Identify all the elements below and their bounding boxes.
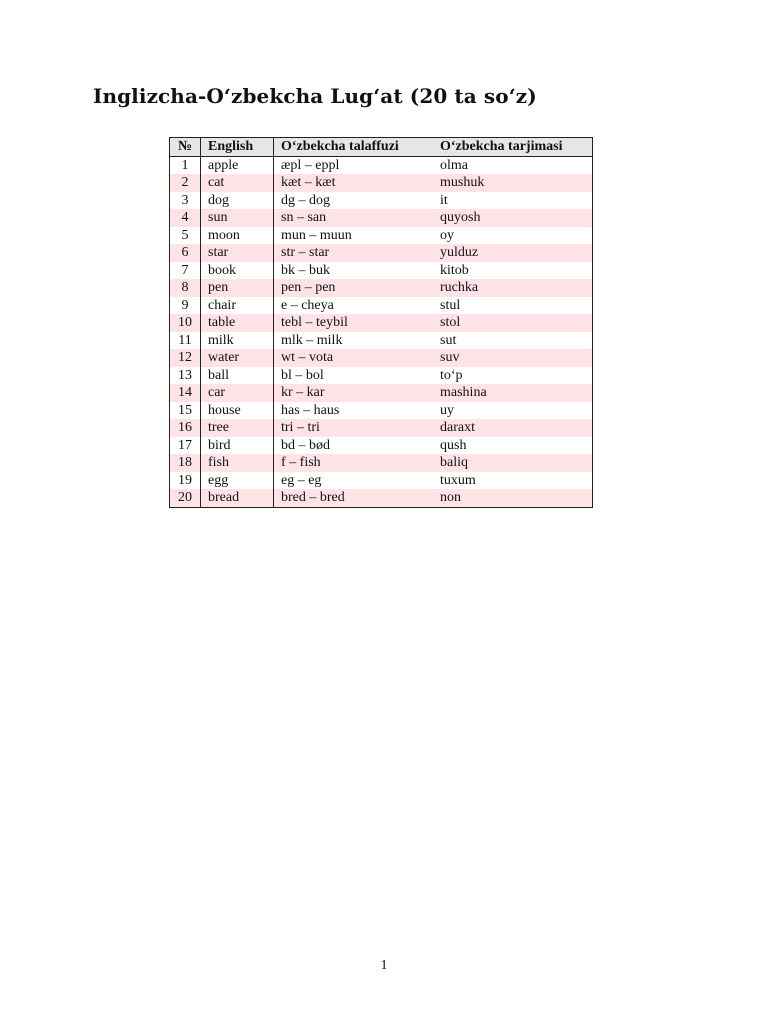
translation: mashina bbox=[433, 384, 593, 402]
english-word: fish bbox=[201, 454, 274, 472]
pronunciation: bl – bol bbox=[281, 367, 324, 383]
row-number: 17 bbox=[170, 437, 201, 455]
english-word: bread bbox=[201, 489, 274, 507]
english-word: tree bbox=[201, 419, 274, 437]
translation: kitob bbox=[433, 262, 593, 280]
translation: mushuk bbox=[433, 174, 593, 192]
table-row bbox=[170, 367, 593, 385]
translation: non bbox=[433, 489, 593, 507]
table-row bbox=[170, 332, 593, 350]
english-word: cat bbox=[201, 174, 274, 192]
english-word: star bbox=[201, 244, 274, 262]
row-number: 4 bbox=[170, 209, 201, 227]
row-number: 19 bbox=[170, 472, 201, 490]
english-word: pen bbox=[201, 279, 274, 297]
row-number: 15 bbox=[170, 402, 201, 420]
translation: ruchka bbox=[433, 279, 593, 297]
row-number: 11 bbox=[170, 332, 201, 350]
header-translation: O‘zbekcha tarjimasi bbox=[433, 138, 593, 157]
pronunciation: f – fish bbox=[274, 454, 434, 472]
pronunciation: pen – pen bbox=[274, 279, 434, 297]
english-word: moon bbox=[201, 227, 274, 245]
table-row bbox=[170, 402, 593, 420]
pronunciation: bk – buk bbox=[281, 262, 330, 278]
table-row bbox=[170, 314, 593, 332]
translation: qush bbox=[433, 437, 593, 455]
table-row bbox=[170, 454, 593, 472]
translation: baliq bbox=[433, 454, 593, 472]
english-word: ball bbox=[201, 367, 274, 385]
pronunciation: str – star bbox=[274, 244, 434, 262]
table-row bbox=[170, 489, 593, 507]
translation: suv bbox=[433, 349, 593, 367]
row-number: 12 bbox=[170, 349, 201, 367]
header-number: № bbox=[170, 138, 201, 157]
english-word: table bbox=[201, 314, 274, 332]
row-number: 8 bbox=[170, 279, 201, 297]
translation: sut bbox=[433, 332, 593, 350]
translation: daraxt bbox=[433, 419, 593, 437]
translation: oy bbox=[433, 227, 593, 245]
table-row bbox=[170, 262, 593, 280]
english-word: egg bbox=[201, 472, 274, 490]
english-word: dog bbox=[201, 192, 274, 210]
row-number: 10 bbox=[170, 314, 201, 332]
row-number: 9 bbox=[170, 297, 201, 315]
english-word: book bbox=[201, 262, 274, 280]
english-word: house bbox=[201, 402, 274, 420]
pronunciation: æpl – eppl bbox=[281, 157, 340, 173]
table-row bbox=[170, 244, 593, 262]
translation: to‘p bbox=[433, 367, 593, 385]
header-english: English bbox=[201, 138, 274, 157]
table-row bbox=[170, 419, 593, 437]
table-row bbox=[170, 472, 593, 490]
vocabulary-table bbox=[169, 137, 593, 508]
english-word: car bbox=[201, 384, 274, 402]
pronunciation: tebl – teybil bbox=[274, 314, 434, 332]
table-row bbox=[170, 156, 593, 174]
translation: it bbox=[433, 192, 593, 210]
table-row bbox=[170, 297, 593, 315]
pronunciation: kæt – kæt bbox=[274, 174, 434, 192]
translation: quyosh bbox=[433, 209, 593, 227]
page-number: 1 bbox=[380, 958, 388, 973]
pronunciation: kr – kar bbox=[274, 384, 434, 402]
row-number: 2 bbox=[170, 174, 201, 192]
table-body bbox=[170, 156, 593, 507]
pronunciation: bred – bred bbox=[274, 489, 434, 507]
row-number: 18 bbox=[170, 454, 201, 472]
table-row bbox=[170, 209, 593, 227]
row-number: 13 bbox=[170, 367, 201, 385]
english-word: apple bbox=[201, 156, 274, 174]
header-pronunciation: O‘zbekcha talaffuzi bbox=[274, 138, 434, 157]
english-word: bird bbox=[201, 437, 274, 455]
translation: stol bbox=[433, 314, 593, 332]
translation: olma bbox=[433, 156, 593, 174]
row-number: 14 bbox=[170, 384, 201, 402]
english-word: water bbox=[201, 349, 274, 367]
translation: tuxum bbox=[433, 472, 593, 490]
table-header-row bbox=[170, 138, 593, 157]
row-number: 3 bbox=[170, 192, 201, 210]
row-number: 5 bbox=[170, 227, 201, 245]
row-number: 16 bbox=[170, 419, 201, 437]
english-word: milk bbox=[201, 332, 274, 350]
table-row bbox=[170, 174, 593, 192]
pronunciation: e – cheya bbox=[281, 297, 334, 313]
row-number: 1 bbox=[170, 156, 201, 174]
table-row bbox=[170, 437, 593, 455]
pronunciation: mun – muun bbox=[281, 227, 352, 243]
english-word: sun bbox=[201, 209, 274, 227]
pronunciation: mlk – milk bbox=[281, 332, 343, 348]
pronunciation: dg – dog bbox=[281, 192, 330, 208]
translation: uy bbox=[433, 402, 593, 420]
table-row bbox=[170, 192, 593, 210]
row-number: 7 bbox=[170, 262, 201, 280]
table-row bbox=[170, 384, 593, 402]
pronunciation: wt – vota bbox=[274, 349, 434, 367]
row-number: 6 bbox=[170, 244, 201, 262]
pronunciation: bd – bød bbox=[281, 437, 330, 453]
table-row bbox=[170, 227, 593, 245]
pronunciation: has – haus bbox=[281, 402, 340, 418]
document-title: Inglizcha-O‘zbekcha Lug‘at (20 ta so‘z) bbox=[93, 84, 537, 108]
translation: stul bbox=[433, 297, 593, 315]
pronunciation: tri – tri bbox=[274, 419, 434, 437]
translation: yulduz bbox=[433, 244, 593, 262]
row-number: 20 bbox=[170, 489, 201, 507]
table-row bbox=[170, 349, 593, 367]
table-row bbox=[170, 279, 593, 297]
english-word: chair bbox=[201, 297, 274, 315]
pronunciation: sn – san bbox=[274, 209, 434, 227]
pronunciation: eg – eg bbox=[281, 472, 322, 488]
